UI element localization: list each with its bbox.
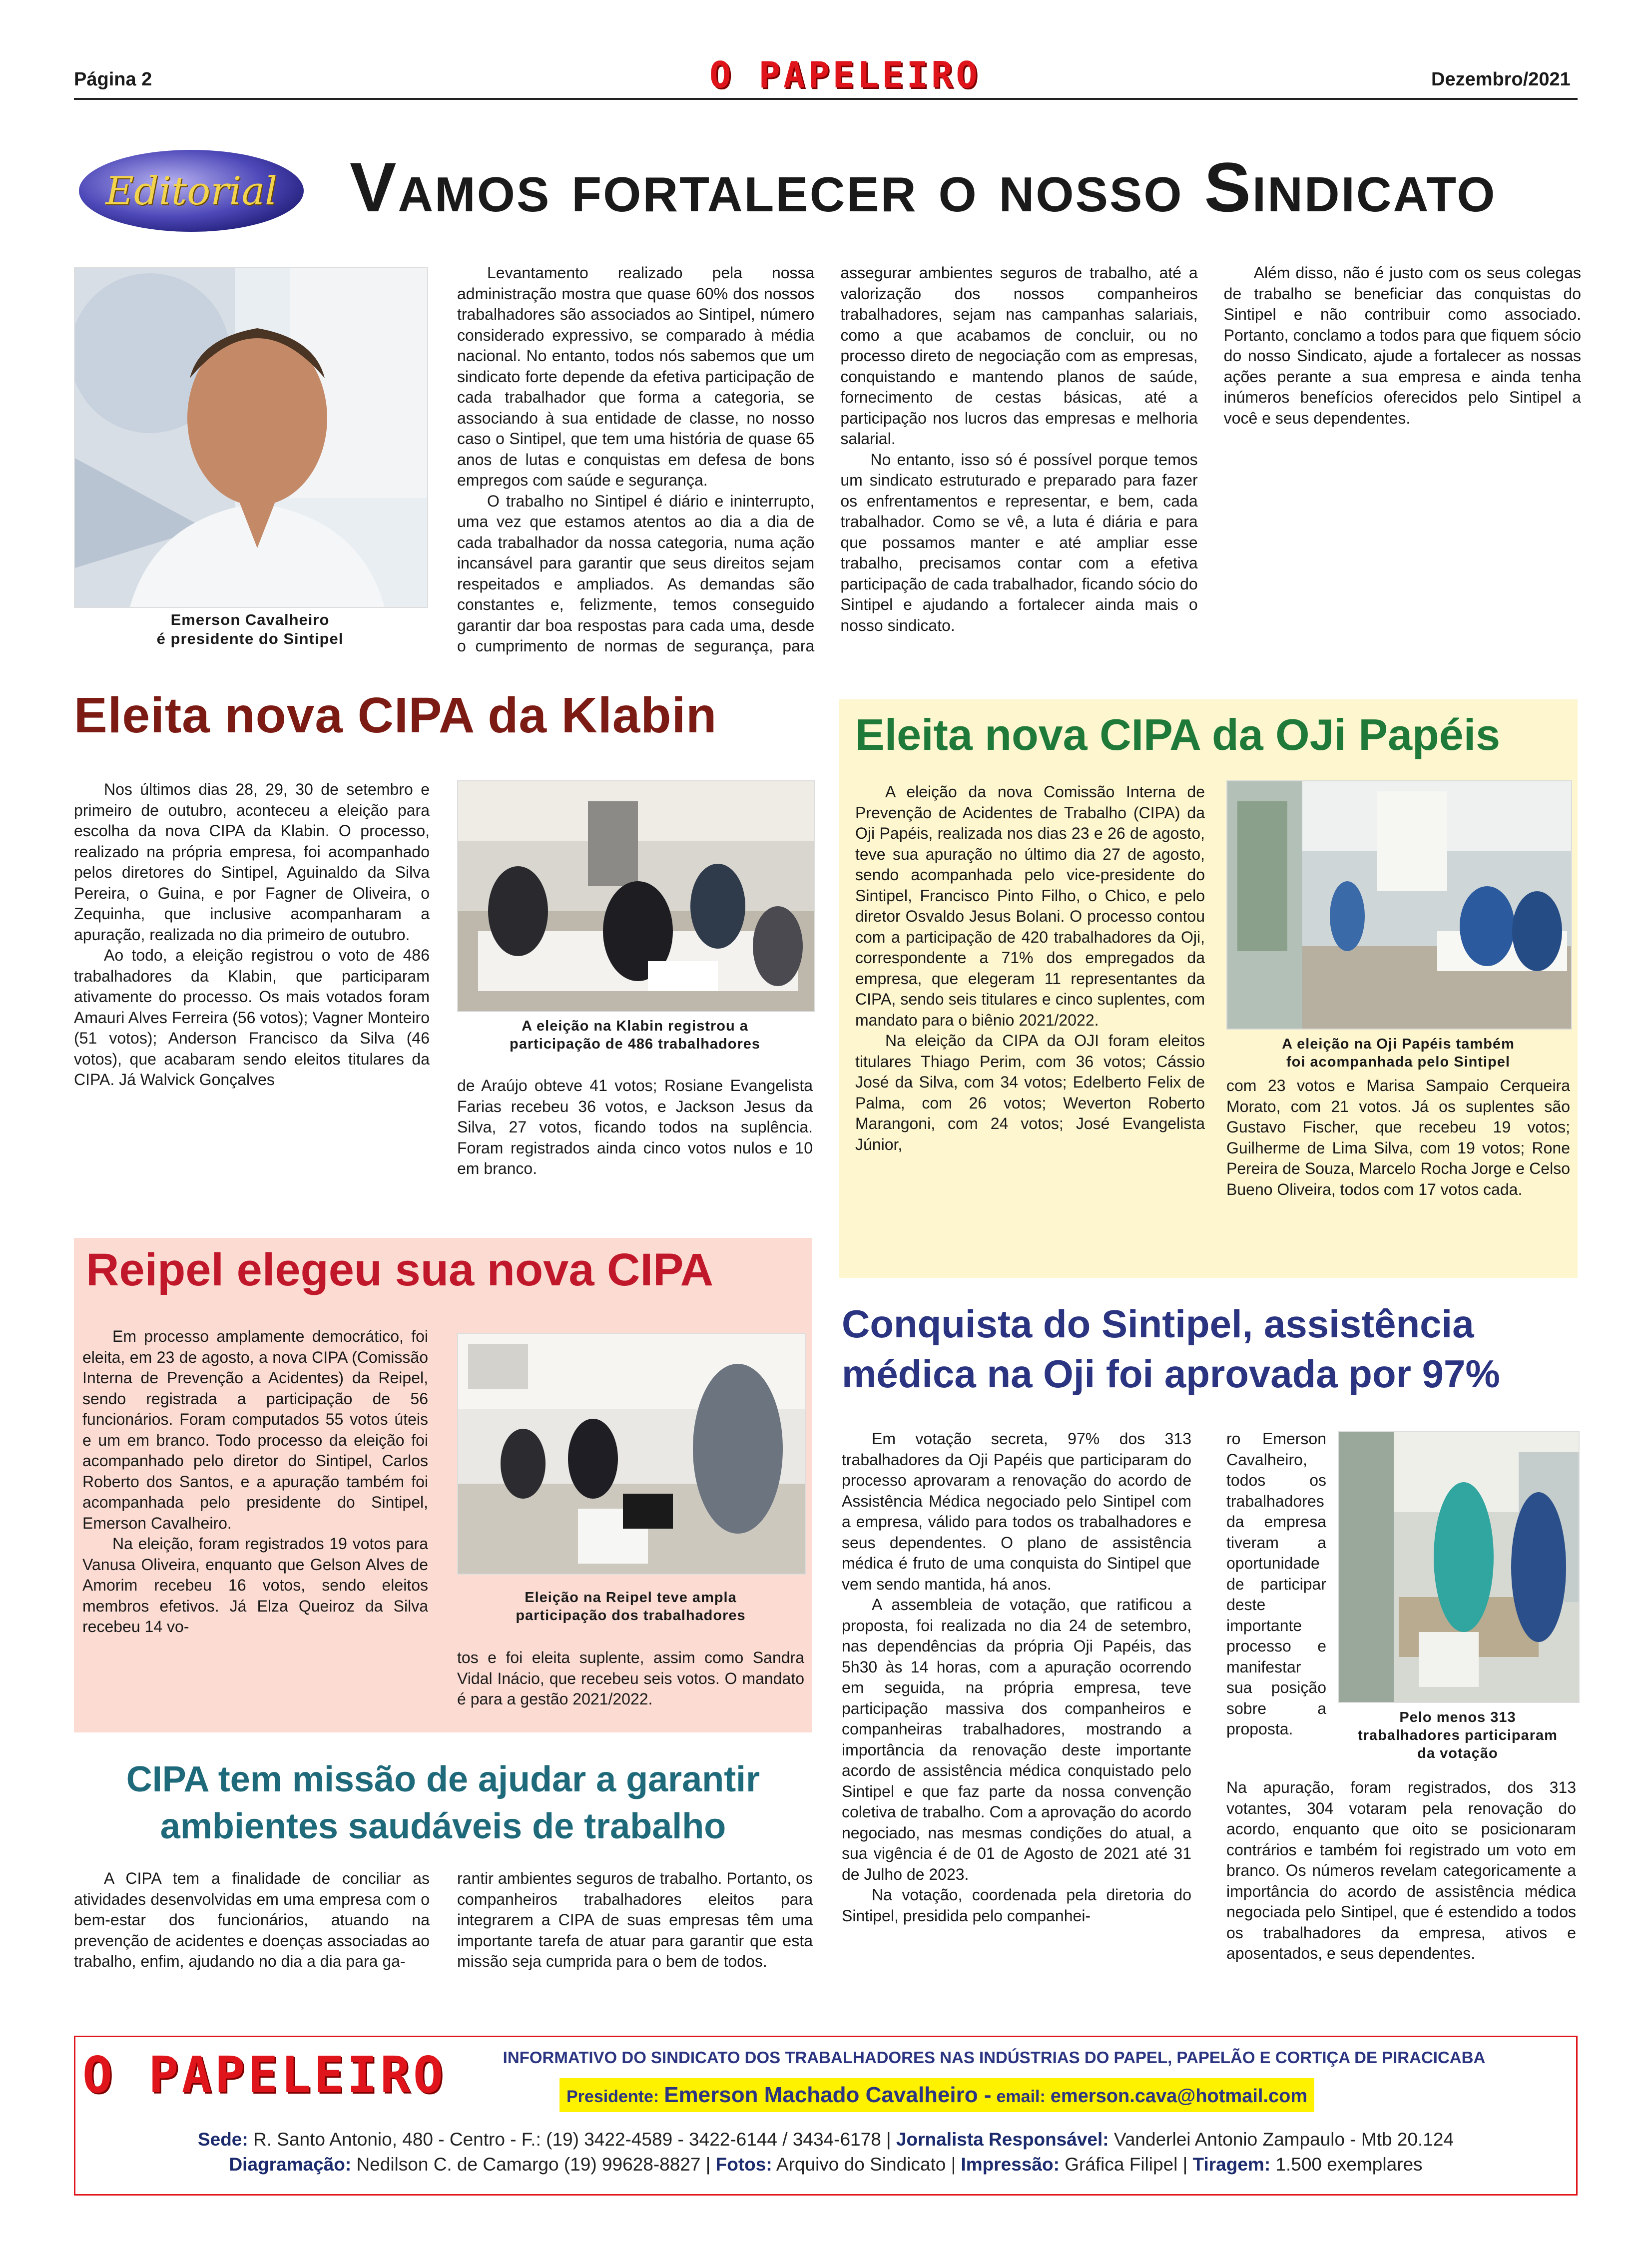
conquista-paragraph: Na votação, coordenada pela diretoria do Sintipel, presidida pelo companhei- xyxy=(842,1886,1191,1925)
footer-impressao-label: Impressão: xyxy=(961,2154,1060,2175)
conquista-title-line1: Conquista do Sintipel, assistência xyxy=(842,1302,1474,1346)
oji-paragraph: com 23 votos e Marisa Sampaio Cerqueira Morato, com 21 votos. Já os suplentes são Gustavo Fischer, que recebeu 19 votos; Guilherme de Lima Silva, com 19 votos; Rone Pereira de Souza, Marcelo Rocha Jorge e Celso Bueno Oliveira, todos com 17 votos cada. xyxy=(1226,1077,1570,1198)
reipel-caption-line1: Eleição na Reipel teve ampla xyxy=(525,1590,737,1606)
footer-tiragem-label: Tiragem: xyxy=(1192,2154,1271,2175)
cipa-missao-title-line1: CIPA tem missão de ajudar a garantir xyxy=(126,1759,760,1799)
klabin-paragraph: de Araújo obteve 41 votos; Rosiane Evangelista Farias recebeu 36 votos, e Jackson Jesus da Silva, 27 votos, ficando todos na suplência. Foram registrados ainda cinco votos nulos e 10 em branco. xyxy=(457,1077,813,1177)
conquista-paragraph: Em votação secreta, 97% dos 313 trabalhadores da Oji Papéis que participaram do processo aprovaram a renovação do acordo de Assistência Médica negociado pelo Sintipel com a empresa, válido para todos os trabalhadores e seus dependentes. O plano de assistência médica é fruto de uma conquista do Sintipel que vem sendo mantida, há anos. xyxy=(842,1430,1191,1593)
conquista-paragraph: ro Emerson Cavalheiro, todos os trabalhadores da empresa tiveram a oportunidade de participar deste importante processo e manifestar sua posição sobre a proposta. xyxy=(1226,1430,1326,1738)
footer-email-label: email: xyxy=(996,2087,1046,2106)
conquista-title-line2: médica na Oji foi aprovada por 97% xyxy=(842,1352,1500,1396)
reipel-caption-line2: participação dos trabalhadores xyxy=(516,1608,746,1624)
conquista-caption-line1: Pelo menos 313 xyxy=(1399,1709,1516,1725)
masthead-logo: O PAPELEIRO xyxy=(709,54,981,96)
oji-caption-line2: foi acompanhada pelo Sintipel xyxy=(1286,1054,1510,1070)
conquista-body-col2 xyxy=(1226,1777,1576,1964)
page-number: Página 2 xyxy=(74,69,152,90)
oji-body-left xyxy=(855,782,1205,1155)
cipa-missao-paragraph: A CIPA tem a finalidade de conciliar as atividades desenvolvidas em uma empresa com o bem-estar dos funcionários, atuando na prevenção de acidentes e doenças associadas ao trabalho, enfim, ajudando no dia a dia para ga- xyxy=(74,1869,430,1970)
oji-caption-line1: A eleição na Oji Papéis também xyxy=(1282,1036,1515,1052)
editorial-body xyxy=(457,263,1581,657)
conquista-title xyxy=(842,1299,1581,1399)
footer-line1 xyxy=(74,2129,1578,2150)
reipel-paragraph: Na eleição, foram registrados 19 votos para Vanusa Oliveira, enquanto que Gelson Alves de Amorim recebeu 16 votos, sendo eleitos membros efetivos. Já Elza Queiroz da Silva recebeu 14 vo- xyxy=(82,1535,428,1636)
footer-presidente-name: Emerson Machado Cavalheiro - xyxy=(664,2083,992,2107)
klabin-photo xyxy=(457,780,815,1012)
klabin-body-right xyxy=(457,1076,813,1179)
oji-paragraph: Na eleição da CIPA da OJI foram eleitos titulares Thiago Perim, com 36 votos; Cássio José da Silva, com 34 votos; Edelberto Felix de Palma, com 26 votos; Weverton Roberto Marangoni, com 24 votos; José Evangelista Júnior, xyxy=(855,1032,1205,1153)
footer-diagramacao: Nedilson C. de Camargo (19) 99628-8827 | xyxy=(356,2154,711,2175)
cipa-missao-paragraph: rantir ambientes seguros de trabalho. Portanto, os companheiros trabalhadores eleitos para integrarem a CIPA de suas empresas têm uma importante tarefa de atuar para garantir que esta missão seja cumprida para o bem de todos. xyxy=(457,1869,813,1970)
conquista-caption-line2: trabalhadores participaram xyxy=(1358,1727,1558,1743)
editorial-paragraph: Além disso, não é justo com os seus colegas de trabalho se beneficiar das conquistas do Sintipel e não contribuir como associado. Portanto, conclamo a todos para que fiquem sócio do nosso Sindicato, ajude a fortalecer as nossas ações perante a sua empresa e ainda tenha inúmeros benefícios oferecidos pelo Sintipel a você e seus dependentes. xyxy=(1223,264,1581,427)
editorial-photo-caption xyxy=(74,610,426,648)
conquista-paragraph: A assembleia de votação, que ratificou a proposta, foi realizada no dia 24 de setembro, nas dependências da própria Oji Papéis, das 5h30 às 14 horas, com a apuração ocorrendo em seguida, na própria empresa, teve participação massiva dos companheiros e companheiras trabalhadores, mostrando a importância da renovação deste importante acordo de assistência médica conquistado pelo Sintipel e que faz parte da nossa convenção coletiva de trabalho. Com a aprovação do acordo negociado, nas mesmas condições do atual, a sua vigência é de 01 de Agosto de 2021 até 31 de Julho de 2023. xyxy=(842,1596,1191,1883)
editorial-badge xyxy=(74,145,309,237)
conquista-narrow-col xyxy=(1226,1429,1326,1740)
klabin-paragraph: Nos últimos dias 28, 29, 30 de setembro e primeiro de outubro, aconteceu a eleição para escolha da nova CIPA da Klabin. O processo, realizado na própria empresa, foi acompanhado pelos diretores do Sintipel, Aguinaldo da Silva Pereira, o Guina, e por Fagner de Oliveira, o Zequinha, que inclusive acompanharam a apuração, realizada no dia primeiro de outubro. xyxy=(74,780,430,944)
header-rule xyxy=(74,98,1578,100)
editorial-photo-caption-line1: Emerson Cavalheiro xyxy=(170,611,330,628)
footer-sede-label: Sede: xyxy=(197,2129,248,2150)
reipel-paragraph: tos e foi eleita suplente, assim como Sandra Vidal Inácio, que recebeu seis votos. O mandato é para a gestão 2021/2022. xyxy=(457,1649,804,1708)
issue-date: Dezembro/2021 xyxy=(1431,69,1571,90)
klabin-photo-caption xyxy=(457,1017,813,1053)
footer-impressao: Gráfica Filipel | xyxy=(1065,2154,1188,2175)
editorial-paragraph: No entanto, isso só é possível porque temos um sindicato estruturado e preparado para fazer os enfrentamentos e representar, e bem, cada trabalhador. Como se vê, a luta é diária e para que possamos manter e até ampliar esse trabalho, precisamos contar com a efetiva participação de cada trabalhador, ficando sócio do Sintipel e ajudando a fortalecer ainda mais o nosso sindicato. xyxy=(840,450,1198,634)
klabin-body-left xyxy=(74,779,430,1091)
conquista-body-col1 xyxy=(842,1429,1191,1926)
klabin-paragraph: Ao todo, a eleição registrou o voto de 486 trabalhadores da Klabin, que participaram ativamente do processo. Os mais votados foram Amauri Alves Ferreira (56 votos); Vagner Monteiro (51 votos); Anderson Francisco da Silva (46 votos), que acabaram sendo eleitos titulares da CIPA. Já Walvick Gonçalves xyxy=(74,946,430,1089)
klabin-caption-line2: participação de 486 trabalhadores xyxy=(509,1036,761,1052)
footer-presidente-label: Presidente: xyxy=(566,2087,659,2106)
klabin-title: Eleita nova CIPA da Klabin xyxy=(74,687,717,743)
reipel-paragraph: Em processo amplamente democrático, foi eleita, em 23 de agosto, a nova CIPA (Comissão Interna de Prevenção a Acidentes) da Reipel, sendo registrada a participação de 56 funcionários. Foram computados 55 votos úteis e um em branco. Todo processo da eleição foi acompanhado pelo diretor do Sintipel, Carlos Roberto dos Santos, e a apuração também foi acompanhada pelo presidente do Sintipel, Emerson Cavalheiro. xyxy=(82,1327,428,1532)
footer-sede: R. Santo Antonio, 480 - Centro - F.: (19) 3422-4589 - 3422-6144 / 3434-6178 | xyxy=(253,2129,891,2150)
cipa-missao-title xyxy=(74,1756,812,1850)
reipel-title: Reipel elegeu sua nova CIPA xyxy=(86,1244,714,1295)
oji-body-right xyxy=(1226,1076,1570,1200)
conquista-photo-caption xyxy=(1338,1708,1578,1762)
reipel-photo xyxy=(457,1333,806,1575)
oji-photo xyxy=(1226,780,1572,1030)
conquista-paragraph: Na apuração, foram registrados, dos 313 votantes, 304 votaram pela renovação do acordo, enquanto que oito se posicionaram contrários e também foi registrado um voto em branco. Os números revelam categoricamente a importância do acordo de assistência médica negociada pelo Sintipel, que é estendido a todos os trabalhadores da empresa, ativos e aposentados, e seus dependentes. xyxy=(1226,1778,1576,1962)
footer-jornalista: Vanderlei Antonio Zampaulo - Mtb 20.124 xyxy=(1113,2129,1454,2150)
cipa-missao-title-line2: ambientes saudáveis de trabalho xyxy=(160,1806,726,1846)
footer-diagramacao-label: Diagramação: xyxy=(229,2154,352,2175)
editorial-badge-label: Editorial xyxy=(105,169,277,214)
footer-informativo: INFORMATIVO DO SINDICATO DOS TRABALHADORES NAS INDÚSTRIAS DO PAPEL, PAPELÃO E CORTIÇA DE PIRACICABA xyxy=(503,2048,1486,2067)
reipel-photo-caption xyxy=(457,1589,804,1625)
footer-fotos: Arquivo do Sindicato | xyxy=(776,2154,956,2175)
reipel-body-right xyxy=(457,1648,804,1710)
conquista-photo xyxy=(1338,1431,1580,1703)
editorial-paragraph: Levantamento realizado pela nossa administração mostra que quase 60% dos nossos trabalhadores são associados ao Sintipel, número considerado expressivo, se comparado à média nacional. No entanto, todos nós sabemos que um sindicato forte depende da efetiva participação de cada trabalhador que forma a categoria, se associando à sua entidade de classe, no nosso caso o Sintipel, que tem uma história de quase 65 anos de lutas e conquistas em defesa de bons empregos com saúde e segurança. xyxy=(457,264,815,489)
footer-presidente-bar xyxy=(559,2078,1314,2112)
oji-paragraph: A eleição da nova Comissão Interna de Prevenção de Acidentes de Trabalho (CIPA) da Oji Papéis, realizada nos dias 23 e 26 de agosto, teve sua apuração no último dia 27 de agosto, sendo acompanhada pelo vice-presidente do Sintipel, Francisco Pinto Filho, o Chico, e pelo diretor Osvaldo Jesus Bolani. O processo contou com a participação de 420 trabalhadores da Oji, correspondente a 71% dos empregados da empresa, que elegeram 11 representantes da CIPA, sendo seis titulares e cinco suplentes, com mandato para o biênio 2021/2022. xyxy=(855,783,1205,1029)
editorial-title xyxy=(350,150,1579,225)
footer-line2 xyxy=(74,2154,1578,2175)
editorial-photo xyxy=(74,267,428,608)
editorial-title-text: Vamos fortalecer o nosso Sindicato xyxy=(350,148,1497,226)
footer-logo: O PAPELEIRO xyxy=(82,2046,447,2104)
oji-photo-caption xyxy=(1226,1035,1570,1071)
oji-title: Eleita nova CIPA da OJi Papéis xyxy=(855,710,1501,759)
cipa-missao-body-right xyxy=(457,1868,813,1972)
footer-fotos-label: Fotos: xyxy=(715,2154,772,2175)
editorial-photo-caption-line2: é presidente do Sintipel xyxy=(156,630,344,647)
editorial-paragraph: O trabalho no Sintipel é diário e ininterrupto, uma vez que estamos atentos ao dia a dia de cada trabalhador da nossa categoria, numa ação incansável para garantir que seus direitos sejam respeitados e ampliados. As demandas são constantes e, felizmente, temos conseguido garantir dar boa respostas para cada uma, desde o cumprimento de normas de segurança, para assegurar ambientes seguros de trabalho, até a valorização dos nossos companheiros trabalhadores, sejam nas campanhas salariais, como a que acabamos de concluir, ou no processo direto de negociação com as empresas, conquistando e mantendo planos de saúde, fornecimento de cestas básicas, até a participação nos lucros das empresas e melhoria salarial. xyxy=(457,264,1198,655)
klabin-caption-line1: A eleição na Klabin registrou a xyxy=(522,1018,748,1034)
footer-email: emerson.cava@hotmail.com xyxy=(1050,2086,1308,2107)
footer-jornalista-label: Jornalista Responsável: xyxy=(896,2129,1109,2150)
cipa-missao-body-left xyxy=(74,1868,430,1972)
reipel-body-left xyxy=(82,1326,428,1638)
footer-tiragem: 1.500 exemplares xyxy=(1275,2154,1423,2175)
conquista-caption-line3: da votação xyxy=(1417,1745,1498,1761)
